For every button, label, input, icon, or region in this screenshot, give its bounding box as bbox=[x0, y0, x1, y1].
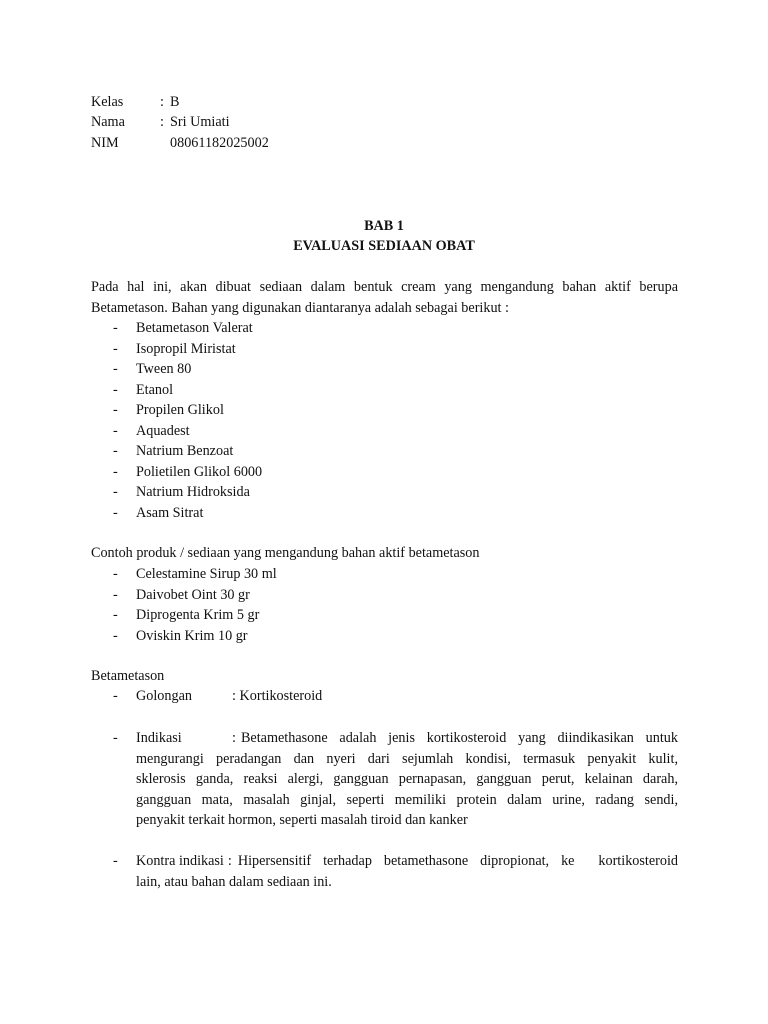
indikasi-label: Indikasi bbox=[136, 730, 182, 746]
kontra-label: Kontra indikasi bbox=[136, 853, 224, 869]
bullet-dash: - bbox=[113, 586, 118, 603]
nama-separator: : bbox=[160, 114, 164, 130]
kelas-label: Kelas bbox=[91, 94, 124, 110]
bahan-item-text: Polietilen Glikol 6000 bbox=[136, 463, 263, 480]
bullet-dash: - bbox=[113, 484, 118, 500]
bullet-dash: - bbox=[113, 422, 118, 439]
nim-label: NIM bbox=[91, 135, 119, 151]
golongan-value: Kortikosteroid bbox=[239, 688, 323, 704]
bullet-dash: - bbox=[113, 340, 118, 357]
nama-label: Nama bbox=[91, 114, 125, 130]
bullet-dash: - bbox=[113, 443, 118, 459]
bahan-item-text: Tween 80 bbox=[136, 361, 192, 377]
produk-item-text: Celestamine Sirup 30 ml bbox=[136, 566, 277, 582]
bahan-item-text: Etanol bbox=[136, 381, 174, 398]
bahan-item-text: Isopropil Miristat bbox=[136, 340, 236, 357]
chapter-title: EVALUASI SEDIAAN OBAT bbox=[293, 238, 475, 254]
produk-item-text: Oviskin Krim 10 gr bbox=[136, 627, 248, 644]
produk-item-text: Daivobet Oint 30 gr bbox=[136, 586, 250, 603]
bullet-dash: - bbox=[113, 381, 118, 398]
bahan-item-text: Asam Sitrat bbox=[136, 504, 204, 521]
bullet-dash: - bbox=[113, 361, 118, 377]
bullet-dash: - bbox=[113, 504, 118, 521]
kontra-body bbox=[136, 851, 678, 892]
bahan-item-text: Natrium Hidroksida bbox=[136, 484, 250, 500]
betametason-heading: Betametason bbox=[91, 668, 165, 684]
bahan-item-text: Natrium Benzoat bbox=[136, 443, 234, 459]
bahan-item-text: Propilen Glikol bbox=[136, 402, 224, 418]
nim-value: 08061182025002 bbox=[170, 135, 269, 151]
bullet-dash: - bbox=[113, 320, 118, 336]
bullet-dash: - bbox=[113, 730, 118, 746]
kontra-separator: : bbox=[227, 853, 232, 869]
golongan-label: Golongan bbox=[136, 688, 192, 704]
bullet-dash: - bbox=[113, 607, 118, 623]
chapter-number: BAB 1 bbox=[364, 218, 404, 234]
indikasi-line-5: penyakit terkait hormon, seperti masalah tiroid dan kanker bbox=[136, 812, 468, 828]
bullet-dash: - bbox=[113, 402, 118, 418]
golongan-body bbox=[136, 686, 678, 707]
nama-value: Sri Umiati bbox=[170, 114, 230, 130]
bahan-item-text: Aquadest bbox=[136, 422, 190, 439]
indikasi-line-2: mengurangi peradangan dan nyeri dari sejumlah kondisi, termasuk penyakit kulit, bbox=[136, 750, 678, 767]
indikasi-line-1: Betamethasone adalah jenis kortikosteroid yang diindikasikan untuk bbox=[240, 730, 678, 746]
indikasi-line-4: gangguan mata, masalah ginjal, seperti memiliki protein dalam urine, radang sendi, bbox=[136, 791, 678, 808]
produk-heading: Contoh produk / sediaan yang mengandung bahan aktif betametason bbox=[91, 545, 480, 561]
kontra-line-2: lain, atau bahan dalam sediaan ini. bbox=[136, 873, 332, 890]
intro-line-2: Betametason. Bahan yang digunakan diantaranya adalah sebagai berikut : bbox=[91, 299, 509, 316]
kontra-line-1: Hipersensitif terhadap betamethasone dipropionat, ke kortikosteroid bbox=[237, 853, 678, 869]
intro-paragraph bbox=[91, 277, 678, 318]
golongan-separator: : bbox=[232, 688, 236, 704]
indikasi-line-3: sklerosis ganda, reaksi alergi, gangguan pernapasan, gangguan perut, kelainan darah, bbox=[136, 771, 678, 787]
bullet-dash: - bbox=[113, 463, 118, 480]
bullet-dash: - bbox=[113, 627, 118, 644]
kelas-separator: : bbox=[160, 94, 164, 110]
kelas-value: B bbox=[170, 94, 180, 110]
indikasi-separator: : bbox=[232, 730, 236, 746]
intro-line-1: Pada hal ini, akan dibuat sediaan dalam bentuk cream yang mengandung bahan aktif berupa bbox=[91, 279, 678, 295]
bullet-dash: - bbox=[113, 688, 118, 704]
indikasi-body bbox=[136, 728, 678, 831]
bullet-dash: - bbox=[113, 853, 118, 869]
produk-item-text: Diprogenta Krim 5 gr bbox=[136, 607, 260, 623]
bullet-dash: - bbox=[113, 566, 118, 582]
bahan-item-text: Betametason Valerat bbox=[136, 320, 253, 336]
